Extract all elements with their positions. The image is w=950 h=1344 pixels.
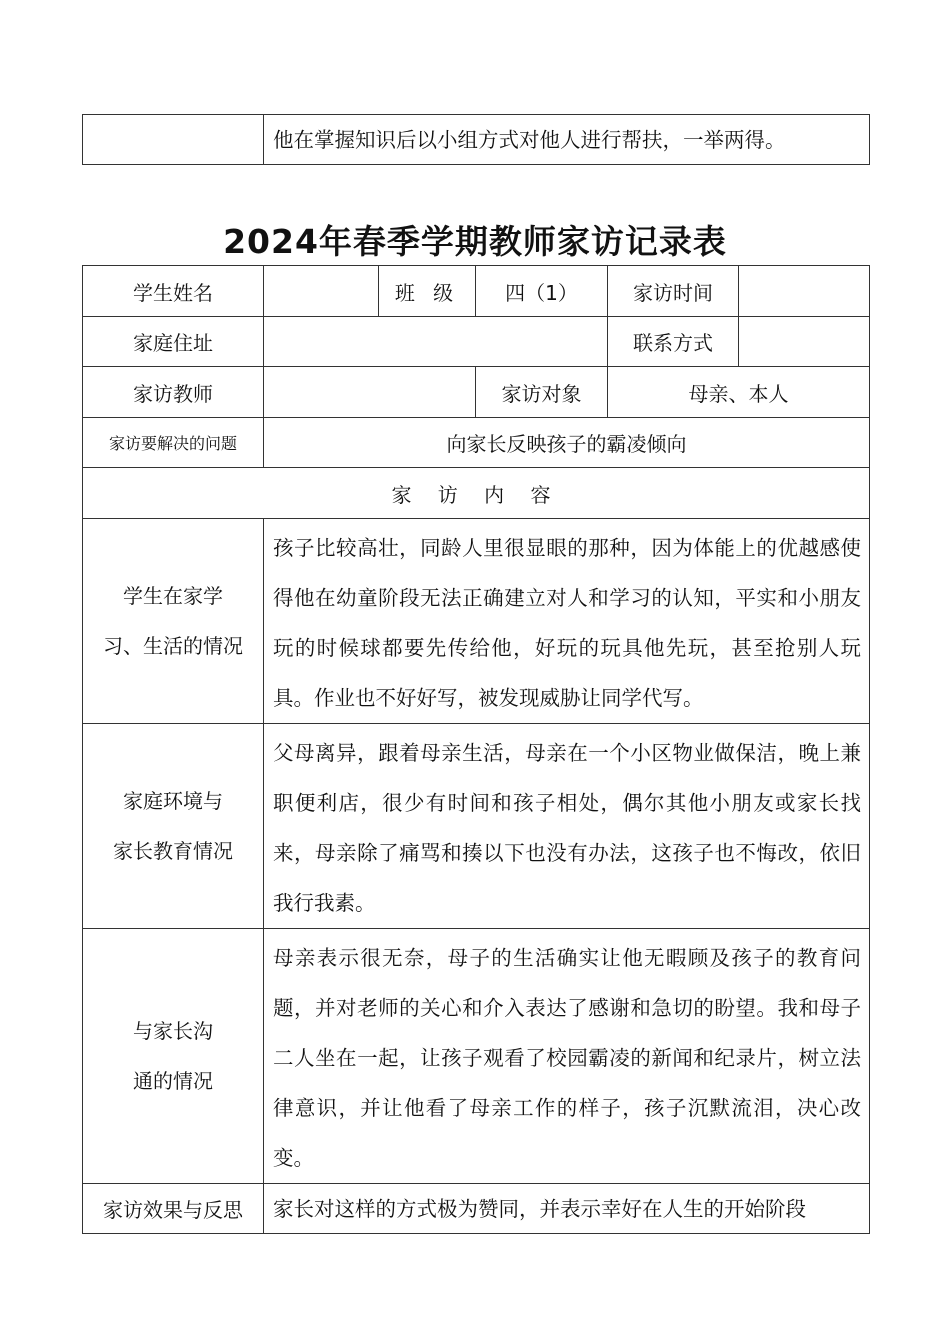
visit-target-value: 母亲、本人 [608,367,870,418]
study-life-text: 孩子比较高壮，同龄人里很显眼的那种，因为体能上的优越感使得他在幼童阶段无法正确建立对人和学习的认知，平实和小朋友玩的时候球都要先传给他，好玩的玩具他先玩，甚至抢别人玩具。作业也不好好写，被发现威胁让同学代写。 [264,519,870,724]
family-label-line-1: 家庭环境与 [123,789,223,813]
problem-value: 向家长反映孩子的霸凌倾向 [264,418,870,468]
visit-time-value [739,266,870,317]
home-visit-record-table [82,265,870,1234]
communication-label-line-2: 通的情况 [133,1069,213,1093]
communication-text: 母亲表示很无奈，母子的生活确实让他无暇顾及孩子的教育问题，并对老师的关心和介入表达了感谢和急切的盼望。我和母子二人坐在一起，让孩子观看了校园霸凌的新闻和纪录片，树立法律意识，并让他看了母亲工作的样子，孩子沉默流泪，决心改变。 [264,929,870,1184]
effect-reflection-label: 家访效果与反思 [83,1184,264,1234]
communication-label-line-1: 与家长沟 [133,1019,213,1043]
class-label: 班 级 [379,266,476,317]
family-environment-label [83,724,264,929]
fragment-empty-cell [83,115,264,165]
address-value [264,317,608,367]
communication-label [83,929,264,1184]
visit-target-label: 家访对象 [476,367,608,418]
class-value: 四（1） [476,266,608,317]
student-name-value [264,266,379,317]
student-name-label: 学生姓名 [83,266,264,317]
family-label-line-2: 家长教育情况 [113,839,233,863]
page-title: 2024年春季学期教师家访记录表 [223,222,727,261]
effect-reflection-text: 家长对这样的方式极为赞同，并表示幸好在人生的开始阶段 [264,1184,870,1234]
visit-time-label: 家访时间 [608,266,739,317]
visit-content-header: 家 访 内 容 [83,468,870,519]
study-life-label-line-2: 习、生活的情况 [103,634,243,658]
fragment-text: 他在掌握知识后以小组方式对他人进行帮扶，一举两得。 [264,115,870,165]
contact-label: 联系方式 [608,317,739,367]
teacher-value [264,367,476,418]
teacher-label: 家访教师 [83,367,264,418]
study-life-label-line-1: 学生在家学 [123,584,223,608]
study-life-label [83,519,264,724]
address-label: 家庭住址 [83,317,264,367]
problem-label: 家访要解决的问题 [83,418,264,468]
family-environment-text: 父母离异，跟着母亲生活，母亲在一个小区物业做保洁，晚上兼职便利店，很少有时间和孩子相处，偶尔其他小朋友或家长找来，母亲除了痛骂和揍以下也没有办法，这孩子也不悔改，依旧我行我素。 [264,724,870,929]
previous-page-fragment-table [82,114,870,165]
contact-value [739,317,870,367]
